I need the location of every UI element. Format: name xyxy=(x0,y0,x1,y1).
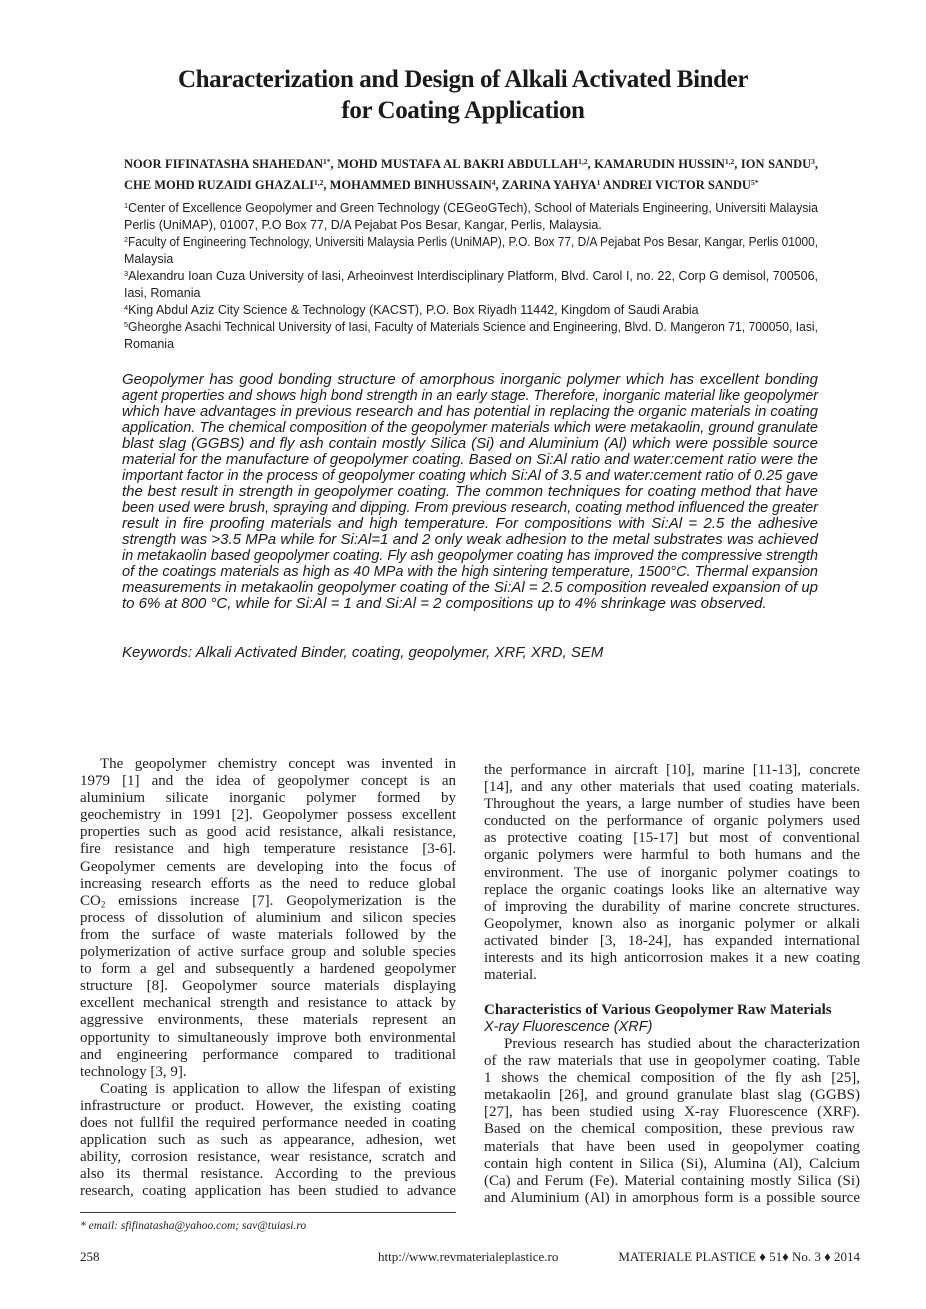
text-line xyxy=(122,548,818,564)
line-text: material for the manufacture of geopolymer coating. Based on Si:Al ratio and water:cement ratio were the xyxy=(122,451,818,468)
line-text: interests and its high anticorrosion makes it a new coating xyxy=(484,950,860,967)
text-line xyxy=(484,933,860,950)
line-text: (Ca) and Ferum (Fe). Material containing mostly Silica (Si) xyxy=(484,1172,860,1189)
subsection-heading-text: X-ray Fluorescence (XRF) xyxy=(484,1019,653,1035)
text-line xyxy=(80,1047,456,1064)
line-text: application such as such as appearance, adhesion, wet xyxy=(80,1132,456,1149)
text-line xyxy=(124,302,818,319)
text-line xyxy=(484,882,860,899)
text-line xyxy=(484,1036,860,1053)
text-line xyxy=(80,1064,456,1081)
line-text: material. xyxy=(484,967,537,984)
text-line xyxy=(124,175,818,196)
abstract xyxy=(122,372,818,612)
text-line xyxy=(124,200,818,217)
text-line xyxy=(484,1156,860,1173)
text-line xyxy=(0,95,926,126)
line-text: [14], and any other materials that used coating materials. xyxy=(484,779,860,796)
superscript: 1 xyxy=(596,177,601,187)
line-text: of improving the durability of marine concrete structures. xyxy=(484,898,860,915)
line-text xyxy=(80,893,456,910)
text-line xyxy=(80,893,456,910)
text-line xyxy=(80,1183,456,1200)
line-text: metakaolin [26], and ground granulate blast slag (GGBS) xyxy=(484,1087,860,1104)
page-number: 258 xyxy=(80,1249,100,1264)
text-line xyxy=(124,319,818,336)
superscript: 3 xyxy=(124,268,129,278)
text-segment: Alexandru Ioan Cuza University of Iasi, Arheoinvest Interdisciplinary Platform, Blvd. Carol I, no. 22, Corp G demisol, 700506, xyxy=(128,269,818,283)
text-line xyxy=(80,961,456,978)
line-text: strength was >3.5 MPa while for Si:Al=1 and 2 only weak adhesion to the metal substrates was achieved xyxy=(122,531,818,548)
text-line xyxy=(484,830,860,847)
superscript: 1,2 xyxy=(724,156,735,166)
line-text: the best result in strength in geopolymer coating. The common techniques for coating method that have xyxy=(122,483,818,500)
text-line xyxy=(80,790,456,807)
text-line xyxy=(484,967,860,984)
text-segment: emissions increase [7]. Geopolymerization is the xyxy=(105,892,456,909)
line-text: and Aluminium (Al) in amorphous form is a possible source xyxy=(484,1189,860,1206)
text-line xyxy=(80,1115,456,1132)
line-text: result in fire proofing materials and high temperature. For compositions with Si:Al = 2.5 the adhesive xyxy=(122,515,818,532)
line-text: Coating is application to allow the lifespan of existing xyxy=(100,1080,456,1097)
body-right-column-intro xyxy=(484,762,860,984)
text-segment: , MOHAMMED BINHUSSAIN xyxy=(323,178,492,192)
text-line xyxy=(122,436,818,452)
text-line xyxy=(484,1104,860,1121)
text-line xyxy=(80,1030,456,1047)
text-line xyxy=(484,950,860,967)
line-text: of the coatings materials as high as 40 MPa with the high sintering temperature, 1500°C. Thermal expansion xyxy=(122,563,818,580)
text-line xyxy=(484,1070,860,1087)
line-text: from the surface of waste materials followed by the xyxy=(80,926,456,943)
text-line xyxy=(484,1087,860,1104)
line-text: contain high content in Silica (Si), Alumina (Al), Calcium xyxy=(484,1155,860,1172)
affiliations xyxy=(124,200,818,353)
line-text: environment. The use of inorganic polymer coatings to xyxy=(484,864,860,881)
line-text: infrastructure or product. However, the existing coating xyxy=(80,1097,456,1114)
text-segment: King Abdul Aziz City Science & Technology (KACST), P.O. Box Riyadh 11442, Kingdom of Saudi Arabia xyxy=(128,303,699,317)
section-heading-text: Characteristics of Various Geopolymer Raw Materials xyxy=(484,1002,832,1018)
text-line xyxy=(122,420,818,436)
line-text: fire resistance and high temperature resistance [3-6]. xyxy=(80,841,456,858)
line-text: research, coating application has been studied to advance xyxy=(80,1183,456,1200)
text-line xyxy=(122,468,818,484)
text-segment: Faculty of Engineering Technology, Universiti Malaysia Perlis (UniMAP), P.O. Box 77, D/A Pejabat Pos Besar, Kangar, Perlis 01000, xyxy=(127,235,819,249)
line-text: Geopolymer has good bonding structure of amorphous inorganic polymer which has excellent bonding xyxy=(122,371,818,388)
superscript: 4 xyxy=(491,177,496,187)
text-segment: CHE MOHD RUZAIDI GHAZALI xyxy=(124,178,314,192)
text-line xyxy=(484,1139,860,1156)
line-text: organic polymers were harmful to both humans and the xyxy=(484,847,860,864)
text-line xyxy=(80,1012,456,1029)
line-text: been used were brush, spraying and dipping. From previous research, coating method influenced the greater xyxy=(122,499,818,516)
text-line xyxy=(80,876,456,893)
text-line xyxy=(124,217,818,234)
text-line xyxy=(122,388,818,404)
line-text xyxy=(124,319,818,336)
line-text: aggressive environments, these materials represent an xyxy=(80,1012,456,1029)
superscript: 5* xyxy=(750,177,759,187)
text-line xyxy=(80,1132,456,1149)
line-text: agent properties and shows high bond strength in an early stage. Therefore, inorganic material like geopolymer xyxy=(122,387,818,404)
text-line xyxy=(484,899,860,916)
line-text: activated binder [3, 18-24], has expanded international xyxy=(484,932,860,949)
text-line xyxy=(484,1121,860,1138)
journal-url: http://www.revmaterialeplastice.ro xyxy=(378,1249,559,1264)
line-text: Perlis (UniMAP), 01007, P.O Box 77, D/A Pejabat Pos Besar, Kangar, Perlis, Malaysia. xyxy=(124,218,602,232)
text-segment: , MOHD MUSTAFA AL BAKRI ABDULLAH xyxy=(330,157,579,171)
superscript: 1* xyxy=(323,156,331,166)
author-list xyxy=(124,154,818,196)
text-segment: Gheorghe Asachi Technical University of Iasi, Faculty of Materials Science and Engineering, Blvd. D. Mangeron 71, 700050, Iasi, xyxy=(128,320,818,334)
text-line xyxy=(122,532,818,548)
body-left-column xyxy=(80,756,456,1200)
line-text: important factor in the process of geopolymer coating which Si:Al of 3.5 and water:cement ratio of 0.25 gave xyxy=(122,467,818,484)
text-segment: CO xyxy=(80,892,101,909)
text-segment: Center of Excellence Geopolymer and Green Technology (CEGeoGTech), School of Materials Engineering, Universiti Malaysia xyxy=(128,201,818,215)
line-text: aluminium silicate inorganic polymer formed by xyxy=(80,790,456,807)
text-line xyxy=(484,762,860,779)
line-text: Characterization and Design of Alkali Activated Binder xyxy=(177,66,749,93)
line-text: as protective coating [15-17] but most of conventional xyxy=(484,830,860,847)
text-segment: , ZARINA YAHYA xyxy=(495,178,597,192)
line-text: ability, corrosion resistance, wear resistance, scratch and xyxy=(80,1149,456,1166)
text-line xyxy=(484,1053,860,1070)
line-text: measurements in metakaolin geopolymer coating of the Si:Al = 2.5 composition revealed expansion of up xyxy=(122,579,818,596)
superscript: 3 xyxy=(811,156,815,166)
line-text: Previous research has studied about the characterization xyxy=(504,1036,860,1052)
line-text: Throughout the years, a large number of studies have been xyxy=(484,796,860,813)
line-text: Geopolymer cements are developing into the focus of xyxy=(80,858,456,875)
line-text: which have advantages in previous research and has potential in replacing the organic materials in coating xyxy=(122,403,818,420)
text-line xyxy=(80,910,456,927)
line-text: increasing research efforts as the need to reduce global xyxy=(80,875,456,892)
superscript: 1,2 xyxy=(578,156,588,166)
line-text: Malaysia xyxy=(124,252,174,266)
text-line xyxy=(122,452,818,468)
superscript: 1,2 xyxy=(313,177,324,187)
text-line xyxy=(80,756,456,773)
text-segment: NOOR FIFINATASHA SHAHEDAN xyxy=(124,157,324,171)
line-text: to form a gel and subsequently a hardened geopolymer xyxy=(80,961,456,978)
line-text: polymerization of active surface group and soluble species xyxy=(80,944,456,961)
line-text: 1979 [1] and the idea of geopolymer concept is an xyxy=(80,773,456,790)
text-line xyxy=(484,847,860,864)
footnote-divider xyxy=(80,1212,456,1213)
line-text: process of dissolution of aluminium and silicon species xyxy=(80,909,456,926)
text-line xyxy=(80,944,456,961)
line-text: blast slag (GGBS) and fly ash contain mostly Silica (Si) and Aluminium (Al) which were possible source xyxy=(122,435,818,452)
line-text: The geopolymer chemistry concept was invented in xyxy=(100,756,456,772)
journal-issue: MATERIALE PLASTICE ♦ 51♦ No. 3 ♦ 2014 xyxy=(618,1249,860,1264)
keywords-text: Keywords: Alkali Activated Binder, coating, geopolymer, XRF, XRD, SEM xyxy=(122,644,604,661)
text-line xyxy=(484,813,860,830)
text-segment: , xyxy=(814,157,819,171)
section-heading xyxy=(484,1002,860,1019)
line-text: application. The chemical composition of the geopolymer materials which were metakaolin, ground granulate xyxy=(122,419,818,436)
text-line xyxy=(80,927,456,944)
line-text: properties such as good acid resistance, alkali resistance, xyxy=(80,824,456,841)
text-line xyxy=(80,1098,456,1115)
line-text xyxy=(124,234,818,251)
line-text xyxy=(124,200,818,217)
text-line xyxy=(122,484,818,500)
text-line xyxy=(122,516,818,532)
line-text: technology [3, 9]. xyxy=(80,1063,187,1080)
text-line xyxy=(80,1166,456,1183)
text-line xyxy=(484,865,860,882)
text-line xyxy=(122,372,818,388)
text-line xyxy=(484,1173,860,1190)
text-line xyxy=(80,1149,456,1166)
line-text: replace the organic coatings looks like an alternative way xyxy=(484,881,860,898)
text-segment: ANDREI VICTOR SANDU xyxy=(600,178,751,192)
line-text: Romania xyxy=(124,337,175,351)
footnote-email: * email: sfifinatasha@yahoo.com; sav@tuiasi.ro xyxy=(80,1220,307,1232)
text-line xyxy=(484,916,860,933)
keywords xyxy=(122,645,818,661)
line-text: to 6% at 800 °C, while for Si:Al = 1 and Si:Al = 2 compositions up to 4% shrinkage was observed. xyxy=(122,595,767,612)
body-right-column-xrf xyxy=(484,1036,860,1207)
line-text: [27], has been studied using X-ray Fluorescence (XRF). xyxy=(484,1104,860,1121)
text-line xyxy=(124,268,818,285)
line-text xyxy=(124,175,758,196)
text-line xyxy=(484,796,860,813)
text-line xyxy=(0,64,926,95)
line-text: excellent mechanical strength and resistance to attack by xyxy=(80,995,456,1012)
line-text: and engineering performance compared to traditional xyxy=(80,1046,456,1063)
subscript: 2 xyxy=(100,899,106,910)
text-line xyxy=(122,580,818,596)
line-text: for Coating Application xyxy=(341,97,585,124)
line-text: the performance in aircraft [10], marine [11-13], concrete xyxy=(484,762,860,778)
subsection-heading xyxy=(484,1019,860,1036)
text-line xyxy=(124,234,818,251)
text-line xyxy=(124,336,818,353)
text-line xyxy=(122,564,818,580)
superscript: 4 xyxy=(124,302,129,312)
line-text xyxy=(124,302,699,319)
text-line xyxy=(80,807,456,824)
text-line xyxy=(80,773,456,790)
text-line xyxy=(80,824,456,841)
text-line xyxy=(124,154,818,175)
text-segment: , ION SANDU xyxy=(734,157,812,171)
line-text: in metakaolin based geopolymer coating. Fly ash geopolymer coating has improved the compressive strength xyxy=(122,547,818,564)
line-text: 1 shows the chemical composition of the fly ash [25], xyxy=(484,1070,860,1087)
text-line xyxy=(80,841,456,858)
superscript: 1 xyxy=(124,200,129,210)
line-text: Based on the chemical composition, these previous raw xyxy=(484,1121,855,1138)
text-line xyxy=(122,404,818,420)
line-text: does not fullfil the required performance needed in coating xyxy=(80,1114,456,1131)
line-text xyxy=(124,268,818,285)
line-text: of the raw materials that use in geopolymer coating. Table xyxy=(484,1053,860,1070)
superscript: 5 xyxy=(124,319,129,329)
paper-title xyxy=(0,64,926,126)
text-line xyxy=(80,1081,456,1098)
line-text: Geopolymer, known also as inorganic polymer or alkali xyxy=(484,915,860,932)
line-text: structure [8]. Geopolymer source materials displaying xyxy=(80,978,456,995)
text-line xyxy=(122,596,818,612)
text-line xyxy=(484,1190,860,1207)
text-line xyxy=(124,251,818,268)
text-line xyxy=(124,285,818,302)
line-text: opportunity to simultaneously improve both environmental xyxy=(80,1029,456,1046)
text-line xyxy=(122,500,818,516)
line-text: geochemistry in 1991 [2]. Geopolymer possess excellent xyxy=(80,807,456,824)
text-line xyxy=(484,779,860,796)
text-line xyxy=(80,995,456,1012)
line-text: Iasi, Romania xyxy=(124,286,201,300)
text-line xyxy=(80,978,456,995)
line-text: also its thermal resistance. According to the previous xyxy=(80,1166,456,1183)
superscript: 2 xyxy=(124,234,128,244)
line-text: conducted on the performance of organic polymers used xyxy=(484,813,860,830)
text-segment: , KAMARUDIN HUSSIN xyxy=(587,157,725,171)
text-line xyxy=(80,859,456,876)
line-text xyxy=(124,154,818,175)
line-text: materials that have been used in geopolymer coating xyxy=(484,1138,860,1155)
